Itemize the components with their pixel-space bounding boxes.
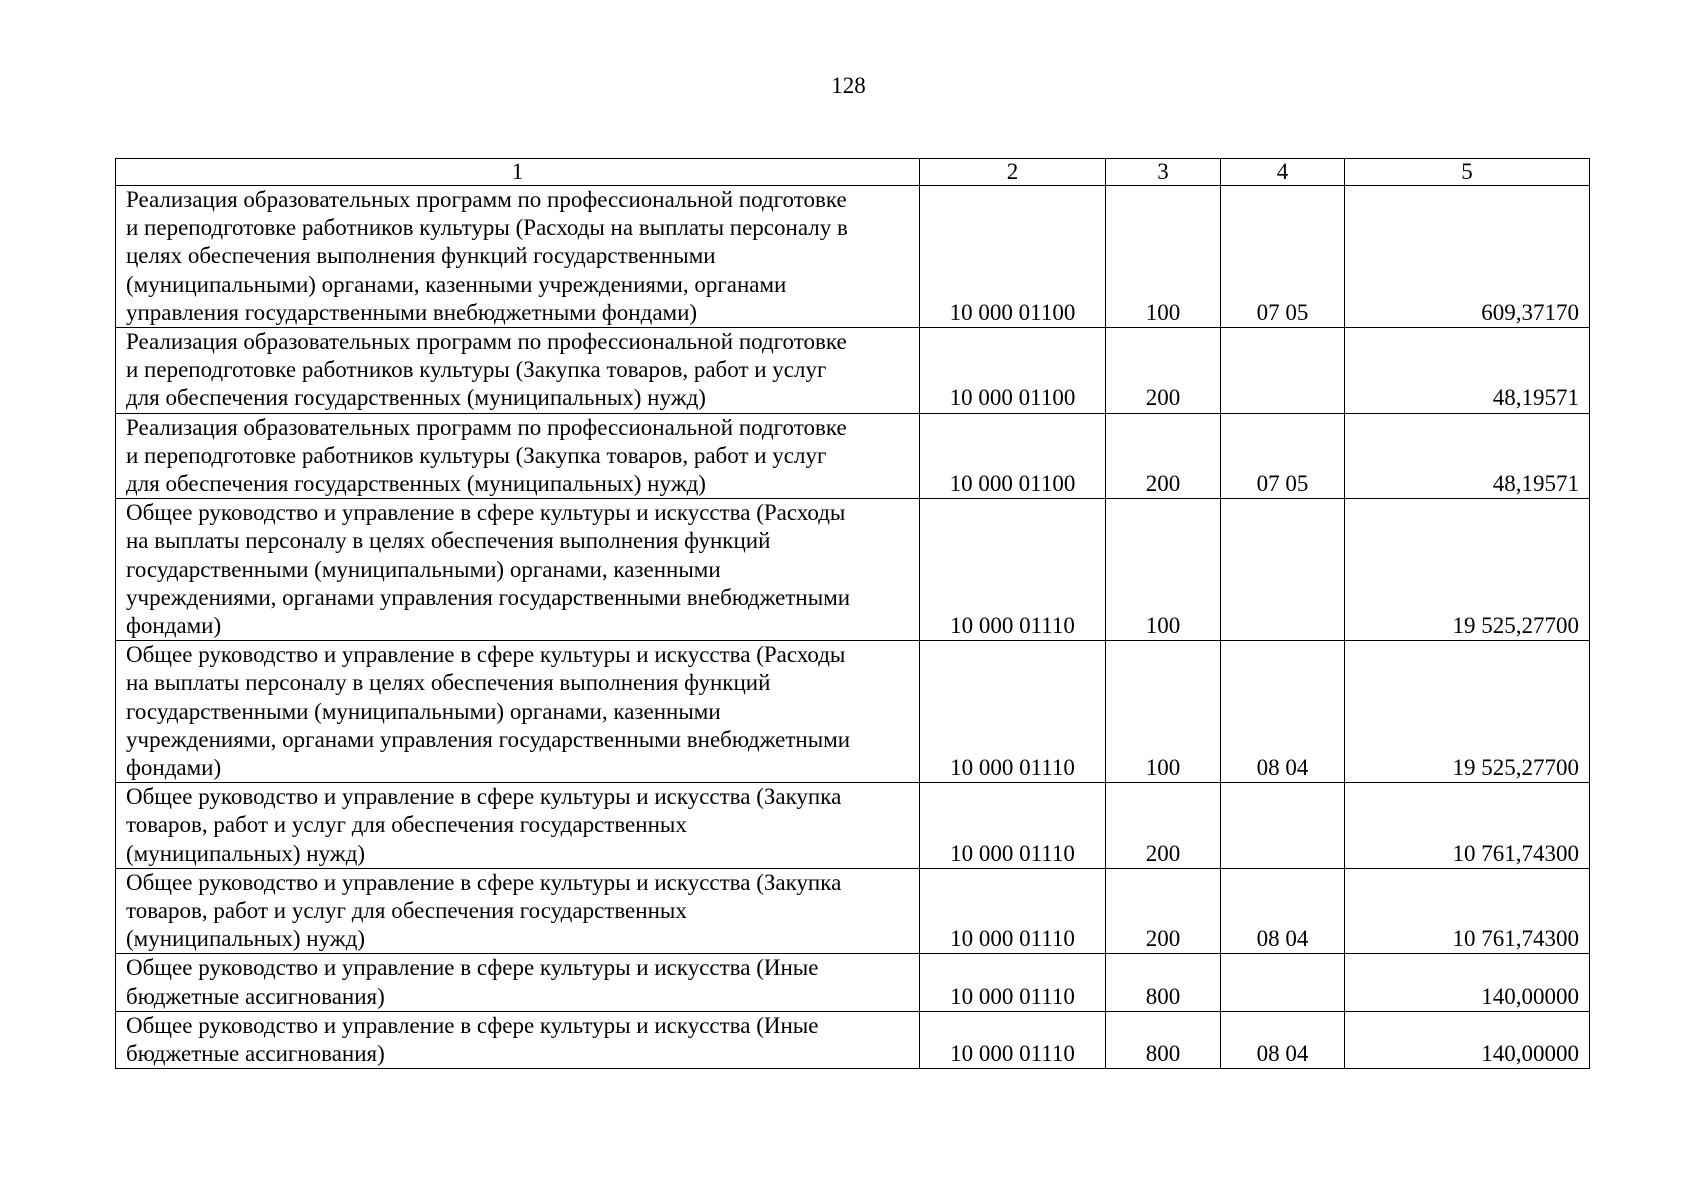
description-line: учреждениями, органами управления государственными внебюджетными bbox=[126, 584, 851, 610]
description-line: и переподготовке работников культуры (Закупка товаров, работ и услуг bbox=[126, 357, 827, 383]
description-line: бюджетные ассигнования) bbox=[126, 1041, 385, 1067]
table-row bbox=[116, 1011, 1590, 1068]
header-col-3: 3 bbox=[1106, 159, 1221, 186]
description-line: для обеспечения государственных (муниципальных) нужд) bbox=[126, 471, 706, 497]
row-section bbox=[1221, 954, 1345, 1011]
table-row bbox=[116, 954, 1590, 1011]
description-line: бюджетные ассигнования) bbox=[126, 983, 385, 1009]
row-description bbox=[116, 1011, 920, 1068]
row-section: 07 05 bbox=[1221, 413, 1345, 499]
description-line: Общее руководство и управление в сфере культуры и искусства (Расходы bbox=[126, 642, 846, 668]
table-row bbox=[116, 186, 1590, 328]
row-section: 08 04 bbox=[1221, 641, 1345, 783]
description-line: целях обеспечения выполнения функций государственными bbox=[126, 243, 716, 269]
description-line: Общее руководство и управление в сфере культуры и искусства (Расходы bbox=[126, 500, 846, 526]
budget-table bbox=[115, 158, 1590, 1069]
row-code: 10 000 01100 bbox=[920, 328, 1106, 414]
description-line: государственными (муниципальными) органами, казенными bbox=[126, 698, 721, 724]
row-description bbox=[116, 783, 920, 869]
table-row bbox=[116, 499, 1590, 641]
description-line: Общее руководство и управление в сфере культуры и искусства (Иные bbox=[126, 1012, 819, 1038]
row-code: 10 000 01100 bbox=[920, 413, 1106, 499]
table-row bbox=[116, 641, 1590, 783]
row-code: 10 000 01110 bbox=[920, 954, 1106, 1011]
row-code: 10 000 01110 bbox=[920, 641, 1106, 783]
row-amount: 140,00000 bbox=[1345, 1011, 1590, 1068]
row-expense-type: 100 bbox=[1106, 186, 1221, 328]
row-amount: 10 761,74300 bbox=[1345, 868, 1590, 954]
description-line: на выплаты персоналу в целях обеспечения выполнения функций bbox=[126, 670, 771, 696]
header-row bbox=[116, 159, 1590, 186]
description-line: (муниципальными) органами, казенными учреждениями, органами bbox=[126, 271, 787, 297]
row-description bbox=[116, 641, 920, 783]
row-section bbox=[1221, 499, 1345, 641]
table-row bbox=[116, 783, 1590, 869]
description-line: Реализация образовательных программ по профессиональной подготовке bbox=[126, 414, 847, 440]
row-code: 10 000 01110 bbox=[920, 783, 1106, 869]
table-row bbox=[116, 868, 1590, 954]
row-amount: 48,19571 bbox=[1345, 413, 1590, 499]
row-description bbox=[116, 186, 920, 328]
row-section: 07 05 bbox=[1221, 186, 1345, 328]
row-code: 10 000 01110 bbox=[920, 868, 1106, 954]
row-section bbox=[1221, 783, 1345, 869]
row-amount: 609,37170 bbox=[1345, 186, 1590, 328]
row-code: 10 000 01110 bbox=[920, 1011, 1106, 1068]
row-code: 10 000 01100 bbox=[920, 186, 1106, 328]
description-line: Реализация образовательных программ по профессиональной подготовке bbox=[126, 329, 847, 355]
row-expense-type: 200 bbox=[1106, 783, 1221, 869]
row-expense-type: 200 bbox=[1106, 868, 1221, 954]
description-line: товаров, работ и услуг для обеспечения государственных bbox=[126, 898, 687, 924]
row-amount: 48,19571 bbox=[1345, 328, 1590, 414]
row-description bbox=[116, 868, 920, 954]
row-expense-type: 200 bbox=[1106, 328, 1221, 414]
description-line: государственными (муниципальными) органами, казенными bbox=[126, 556, 721, 582]
description-line: (муниципальных) нужд) bbox=[126, 926, 366, 952]
page-number: 128 bbox=[831, 73, 866, 98]
header-col-1: 1 bbox=[116, 159, 920, 186]
description-line: на выплаты персоналу в целях обеспечения выполнения функций bbox=[126, 528, 771, 554]
row-section: 08 04 bbox=[1221, 1011, 1345, 1068]
row-description bbox=[116, 499, 920, 641]
row-expense-type: 100 bbox=[1106, 641, 1221, 783]
row-amount: 19 525,27700 bbox=[1345, 641, 1590, 783]
header-col-4: 4 bbox=[1221, 159, 1345, 186]
row-description bbox=[116, 413, 920, 499]
description-line: управления государственными внебюджетными фондами) bbox=[126, 299, 698, 325]
row-section: 08 04 bbox=[1221, 868, 1345, 954]
row-expense-type: 800 bbox=[1106, 954, 1221, 1011]
description-line: и переподготовке работников культуры (Расходы на выплаты персоналу в bbox=[126, 215, 848, 241]
row-description bbox=[116, 954, 920, 1011]
table-row bbox=[116, 328, 1590, 414]
description-line: фондами) bbox=[126, 613, 222, 639]
row-amount: 10 761,74300 bbox=[1345, 783, 1590, 869]
header-col-2: 2 bbox=[920, 159, 1106, 186]
row-expense-type: 800 bbox=[1106, 1011, 1221, 1068]
description-line: Общее руководство и управление в сфере культуры и искусства (Иные bbox=[126, 955, 819, 981]
description-line: Общее руководство и управление в сфере культуры и искусства (Закупка bbox=[126, 869, 842, 895]
description-line: Реализация образовательных программ по профессиональной подготовке bbox=[126, 187, 847, 212]
description-line: фондами) bbox=[126, 755, 222, 781]
table-row bbox=[116, 413, 1590, 499]
row-expense-type: 200 bbox=[1106, 413, 1221, 499]
description-line: и переподготовке работников культуры (Закупка товаров, работ и услуг bbox=[126, 442, 827, 468]
row-expense-type: 100 bbox=[1106, 499, 1221, 641]
description-line: (муниципальных) нужд) bbox=[126, 840, 366, 866]
row-code: 10 000 01110 bbox=[920, 499, 1106, 641]
header-col-5: 5 bbox=[1345, 159, 1590, 186]
description-line: товаров, работ и услуг для обеспечения государственных bbox=[126, 812, 687, 838]
row-description bbox=[116, 328, 920, 414]
row-section bbox=[1221, 328, 1345, 414]
row-amount: 140,00000 bbox=[1345, 954, 1590, 1011]
description-line: Общее руководство и управление в сфере культуры и искусства (Закупка bbox=[126, 784, 842, 810]
description-line: учреждениями, органами управления государственными внебюджетными bbox=[126, 726, 851, 752]
row-amount: 19 525,27700 bbox=[1345, 499, 1590, 641]
description-line: для обеспечения государственных (муниципальных) нужд) bbox=[126, 385, 706, 411]
